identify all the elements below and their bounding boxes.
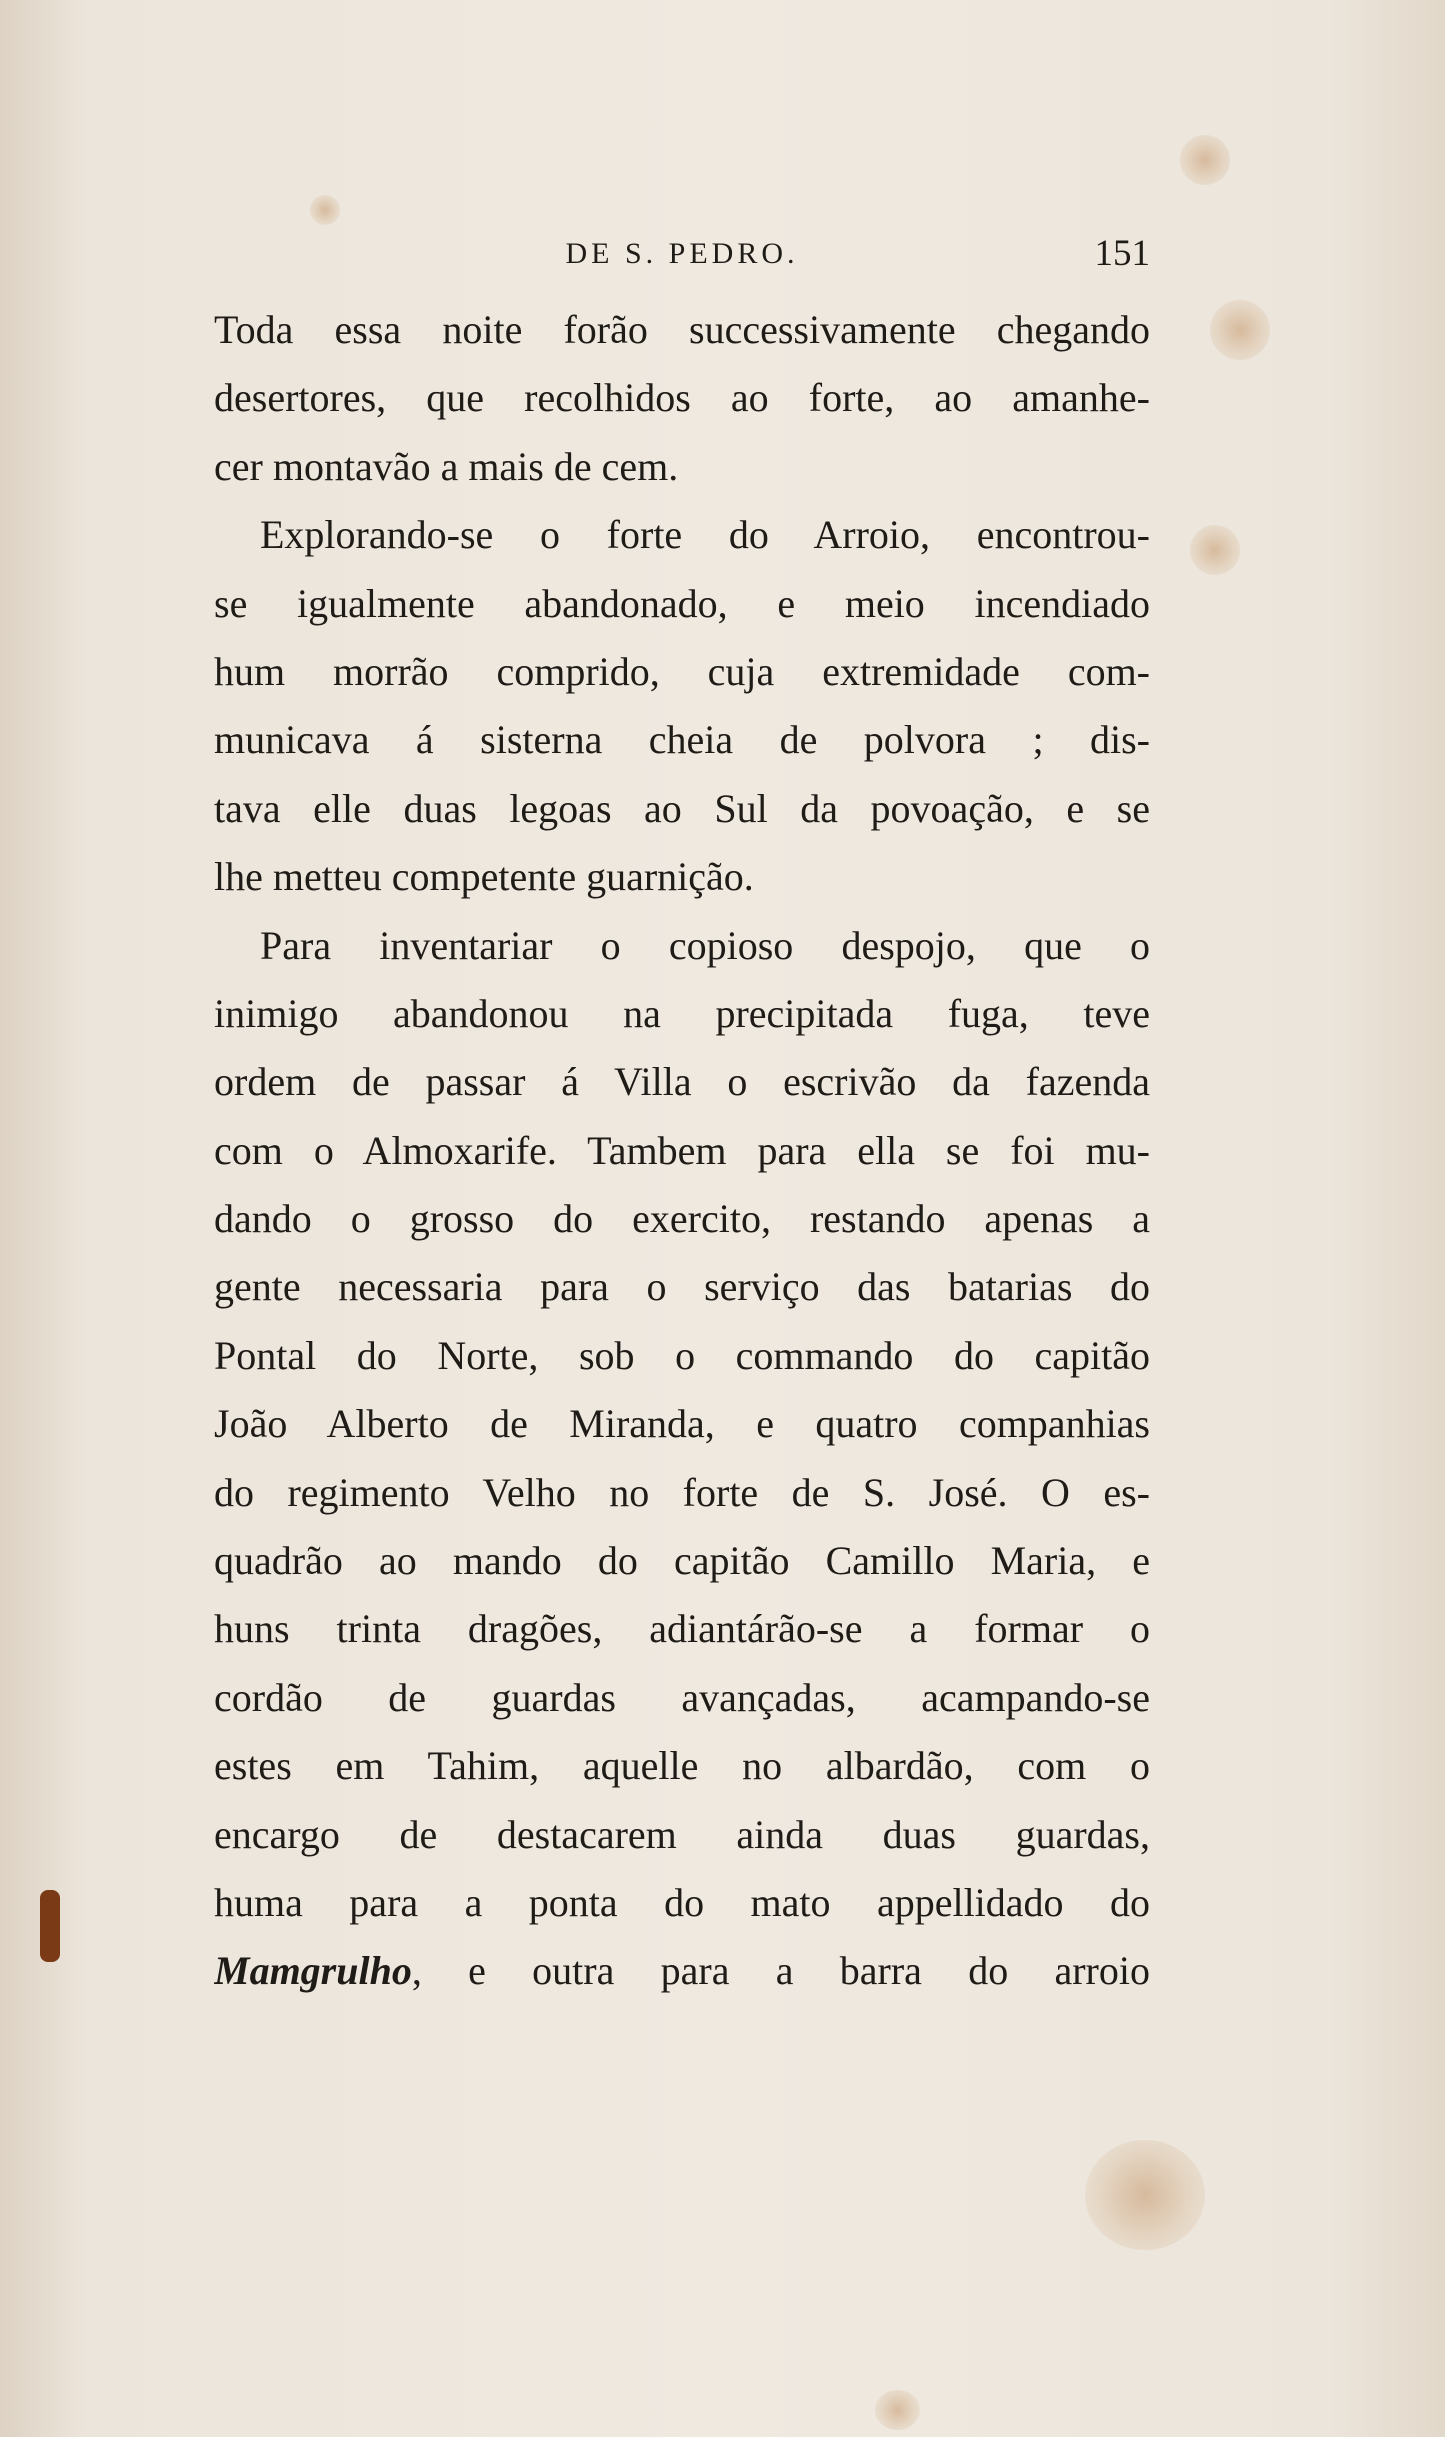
text-line: tava elle duas legoas ao Sul da povoação, e se	[214, 785, 1150, 831]
text-line-rest: , e outra para a barra do arroio	[411, 1948, 1150, 1994]
text-line: ordem de passar á Villa o escrivão da fazenda	[214, 1059, 1150, 1105]
body-text	[214, 296, 1150, 2006]
page-number: 151	[1094, 233, 1150, 274]
text-line-last	[214, 1937, 1150, 2005]
text-line: João Alberto de Miranda, e quatro companhias	[214, 1401, 1150, 1447]
text-line: gente necessaria para o serviço das batarias do	[214, 1264, 1150, 1310]
text-line: com o Almoxarife. Tambem para ella se foi mu-	[214, 1127, 1150, 1173]
text-line: municava á sisterna cheia de polvora ; dis-	[214, 717, 1150, 763]
text-line: Para inventariar o copioso despojo, que o	[260, 922, 1150, 968]
foxing-stain	[1085, 2140, 1205, 2250]
text-line: do regimento Velho no forte de S. José. O es-	[214, 1469, 1150, 1515]
text-line: cer montavão a mais de cem.	[214, 443, 679, 489]
text-line: lhe metteu competente guarnição.	[214, 854, 754, 900]
italic-place-name: Mamgrulho	[214, 1948, 412, 1994]
text-line: huma para a ponta do mato appellidado do	[214, 1879, 1150, 1925]
text-line: estes em Tahim, aquelle no albardão, com o	[214, 1743, 1150, 1789]
foxing-stain	[875, 2390, 920, 2430]
text-line: dando o grosso do exercito, restando apenas a	[214, 1196, 1150, 1242]
text-line: se igualmente abandonado, e meio incendiado	[214, 580, 1150, 626]
text-line: cordão de guardas avançadas, acampando-se	[214, 1674, 1150, 1720]
page-header	[214, 228, 1150, 280]
text-line: huns trinta dragões, adiantárão-se a formar o	[214, 1606, 1150, 1652]
foxing-stain	[1210, 300, 1270, 360]
text-line: inimigo abandonou na precipitada fuga, teve	[214, 990, 1150, 1036]
text-line: Explorando-se o forte do Arroio, encontrou-	[260, 512, 1150, 558]
paper-tear-mark	[40, 1890, 60, 1962]
text-line: encargo de destacarem ainda duas guardas,	[214, 1811, 1150, 1857]
running-head: DE S. PEDRO.	[565, 237, 799, 270]
foxing-stain	[1180, 135, 1230, 185]
text-line: Toda essa noite forão successivamente chegando	[214, 307, 1150, 352]
text-line: desertores, que recolhidos ao forte, ao amanhe-	[214, 375, 1150, 421]
text-line: hum morrão comprido, cuja extremidade com-	[214, 648, 1150, 694]
text-line: quadrão ao mando do capitão Camillo Maria, e	[214, 1538, 1150, 1584]
foxing-stain	[310, 195, 340, 225]
text-line: Pontal do Norte, sob o commando do capitão	[214, 1332, 1150, 1378]
foxing-stain	[1190, 525, 1240, 575]
